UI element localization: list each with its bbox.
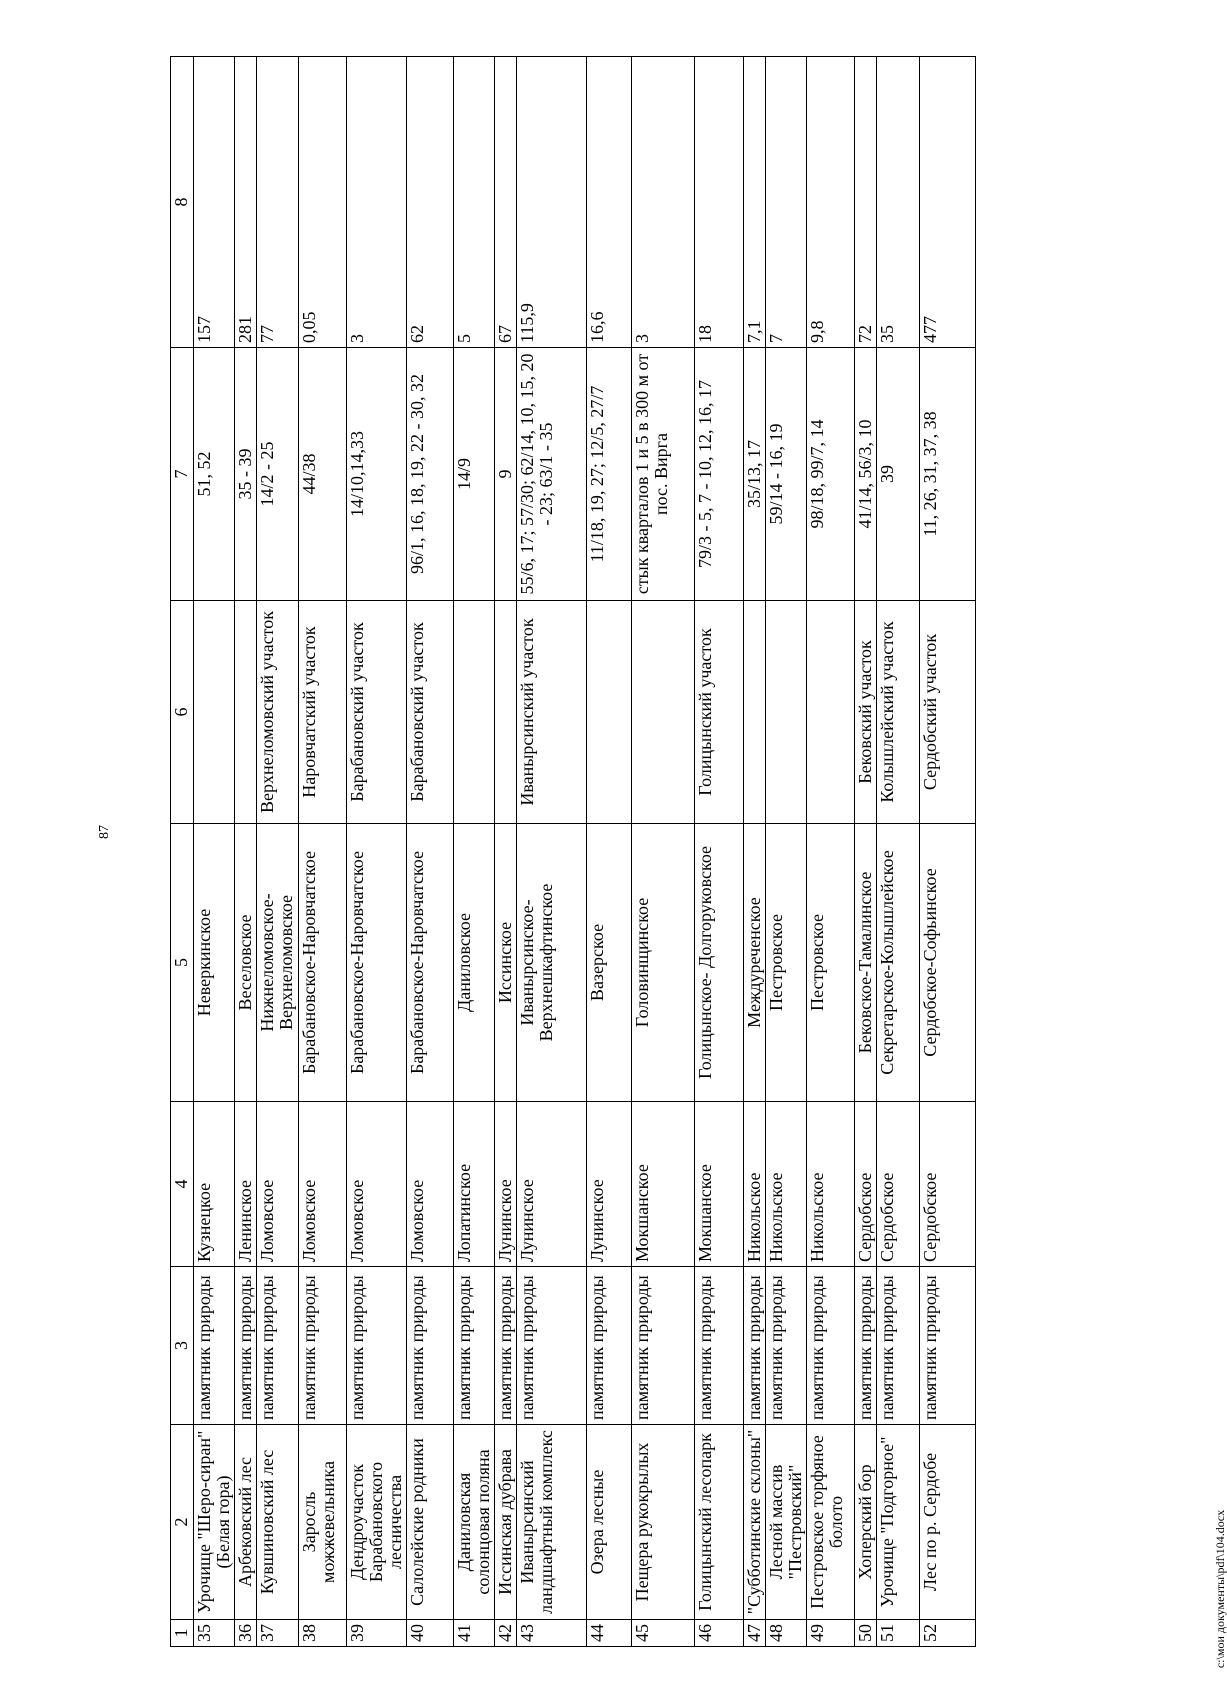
object-type: памятник природы xyxy=(766,1267,807,1425)
forest-quarters: 96/1, 16, 18, 19, 22 - 30, 32 xyxy=(407,348,454,601)
forestry-section xyxy=(744,601,766,824)
object-type: памятник природы xyxy=(235,1267,257,1425)
district-name: Ломовское xyxy=(299,1102,347,1267)
forestry-section xyxy=(807,601,855,824)
area-value: 77 xyxy=(257,57,299,348)
forest-quarters: 11, 26, 31, 37, 38 xyxy=(920,348,976,601)
forestry-section xyxy=(632,601,695,824)
area-value: 5 xyxy=(454,57,495,348)
forest-quarters: 11/18, 19, 27; 12/5, 27/7 xyxy=(587,348,632,601)
row-number: 46 xyxy=(695,1620,744,1647)
forestry-section: Сердобский участок xyxy=(920,601,976,824)
forestry-section: Голицынский участок xyxy=(695,601,744,824)
forest-quarters: 44/38 xyxy=(299,348,347,601)
row-number: 48 xyxy=(766,1620,807,1647)
column-header: 1 xyxy=(171,1620,194,1647)
table-row xyxy=(235,57,257,1647)
object-type: памятник природы xyxy=(877,1267,920,1425)
table-row xyxy=(744,57,766,1647)
object-name: Урочище "Подгорное" xyxy=(877,1425,920,1620)
forestry-section xyxy=(194,601,235,824)
row-number: 43 xyxy=(517,1620,587,1647)
object-name: Салолейские родники xyxy=(407,1425,454,1620)
forest-quarters: 35 - 39 xyxy=(235,348,257,601)
settlement-name: Бековское-Тамалинское xyxy=(855,824,877,1102)
forestry-section xyxy=(766,601,807,824)
column-header: 2 xyxy=(171,1425,194,1620)
district-name: Кузнецкое xyxy=(194,1102,235,1267)
rotated-table-area xyxy=(170,57,1070,1647)
row-number: 49 xyxy=(807,1620,855,1647)
row-number: 50 xyxy=(855,1620,877,1647)
object-type: памятник природы xyxy=(454,1267,495,1425)
table-row xyxy=(695,57,744,1647)
settlement-name: Вазерское xyxy=(587,824,632,1102)
area-value: 7 xyxy=(766,57,807,348)
table-row xyxy=(587,57,632,1647)
object-type: памятник природы xyxy=(587,1267,632,1425)
area-value: 72 xyxy=(855,57,877,348)
table-row xyxy=(407,57,454,1647)
area-value: 9,8 xyxy=(807,57,855,348)
settlement-name: Голицынское- Долгоруковское xyxy=(695,824,744,1102)
object-name: Пещера рукокрылых xyxy=(632,1425,695,1620)
row-number: 42 xyxy=(495,1620,517,1647)
settlement-name: Даниловское xyxy=(454,824,495,1102)
object-type: памятник природы xyxy=(194,1267,235,1425)
forestry-section xyxy=(587,601,632,824)
forestry-section: Барабановский участок xyxy=(347,601,407,824)
forest-quarters: 9 xyxy=(495,348,517,601)
object-type: памятник природы xyxy=(855,1267,877,1425)
district-name: Сердобское xyxy=(920,1102,976,1267)
object-name: Хоперский бор xyxy=(855,1425,877,1620)
row-number: 52 xyxy=(920,1620,976,1647)
district-name: Мокшанское xyxy=(632,1102,695,1267)
object-name: Иссинская дубрава xyxy=(495,1425,517,1620)
table-row xyxy=(454,57,495,1647)
district-name: Никольское xyxy=(807,1102,855,1267)
table-row xyxy=(517,57,587,1647)
district-name: Ломовское xyxy=(257,1102,299,1267)
forestry-section: Верхнеломовский участок xyxy=(257,601,299,824)
forestry-section: Наровчатский участок xyxy=(299,601,347,824)
table-row xyxy=(257,57,299,1647)
area-value: 115,9 xyxy=(517,57,587,348)
object-type: памятник природы xyxy=(257,1267,299,1425)
footer-file-path: c:\мои документы\pdf\104.docx xyxy=(1213,1509,1227,1669)
forestry-section: Иванырсинский участок xyxy=(517,601,587,824)
row-number: 37 xyxy=(257,1620,299,1647)
forest-quarters: 41/14, 56/3, 10 xyxy=(855,348,877,601)
area-value: 157 xyxy=(194,57,235,348)
object-name: Урочище "Шеро-сиран" (Белая гора) xyxy=(194,1425,235,1620)
nature-monuments-table xyxy=(170,56,976,1647)
row-number: 40 xyxy=(407,1620,454,1647)
area-value: 67 xyxy=(495,57,517,348)
object-name: Лесной массив "Пестровский" xyxy=(766,1425,807,1620)
forestry-section: Бековский участок xyxy=(855,601,877,824)
forest-quarters: 51, 52 xyxy=(194,348,235,601)
district-name: Лунинское xyxy=(495,1102,517,1267)
table-row xyxy=(632,57,695,1647)
object-name: Кувшиновский лес xyxy=(257,1425,299,1620)
column-header: 5 xyxy=(171,824,194,1102)
forest-quarters: 39 xyxy=(877,348,920,601)
object-name: Даниловская солонцовая поляна xyxy=(454,1425,495,1620)
forestry-section: Колышлейский участок xyxy=(877,601,920,824)
settlement-name: Иванырсинское- Верхнешкафтинское xyxy=(517,824,587,1102)
table-row xyxy=(194,57,235,1647)
settlement-name: Пестровское xyxy=(807,824,855,1102)
settlement-name: Барабановское-Наровчатское xyxy=(407,824,454,1102)
table-row xyxy=(920,57,976,1647)
forestry-section xyxy=(454,601,495,824)
table-row xyxy=(299,57,347,1647)
area-value: 7,1 xyxy=(744,57,766,348)
table-row xyxy=(766,57,807,1647)
table-row xyxy=(807,57,855,1647)
object-name: Заросль можжевельника xyxy=(299,1425,347,1620)
forest-quarters: 14/9 xyxy=(454,348,495,601)
forest-quarters: 59/14 - 16, 19 xyxy=(766,348,807,601)
settlement-name: Головинщинское xyxy=(632,824,695,1102)
settlement-name: Веселовское xyxy=(235,824,257,1102)
forest-quarters: 79/3 - 5, 7 - 10, 12, 16, 17 xyxy=(695,348,744,601)
object-type: памятник природы xyxy=(347,1267,407,1425)
forest-quarters: стык кварталов 1 и 5 в 300 м от пос. Вирга xyxy=(632,348,695,601)
object-type: памятник природы xyxy=(407,1267,454,1425)
district-name: Лунинское xyxy=(517,1102,587,1267)
area-value: 0,05 xyxy=(299,57,347,348)
table-row xyxy=(877,57,920,1647)
object-type: памятник природы xyxy=(632,1267,695,1425)
settlement-name: Междуреченское xyxy=(744,824,766,1102)
object-name: Дендроучасток Барабановского лесничества xyxy=(347,1425,407,1620)
area-value: 18 xyxy=(695,57,744,348)
object-name: "Субботинские склоны" xyxy=(744,1425,766,1620)
forest-quarters: 14/2 - 25 xyxy=(257,348,299,601)
object-name: Арбековский лес xyxy=(235,1425,257,1620)
object-type: памятник природы xyxy=(807,1267,855,1425)
row-number: 45 xyxy=(632,1620,695,1647)
row-number: 41 xyxy=(454,1620,495,1647)
settlement-name: Секретарское-Колышлейское xyxy=(877,824,920,1102)
row-number: 36 xyxy=(235,1620,257,1647)
row-number: 39 xyxy=(347,1620,407,1647)
area-value: 3 xyxy=(632,57,695,348)
settlement-name: Барабановское-Наровчатское xyxy=(299,824,347,1102)
object-name: Голицынский лесопарк xyxy=(695,1425,744,1620)
table-row xyxy=(495,57,517,1647)
settlement-name: Иссинское xyxy=(495,824,517,1102)
row-number: 44 xyxy=(587,1620,632,1647)
district-name: Сердобское xyxy=(877,1102,920,1267)
settlement-name: Пестровское xyxy=(766,824,807,1102)
object-type: памятник природы xyxy=(517,1267,587,1425)
forestry-section xyxy=(235,601,257,824)
page-number: 87 xyxy=(97,825,112,839)
forest-quarters: 14/10,14,33 xyxy=(347,348,407,601)
object-name: Иванырсинский ландшафтный комплекс xyxy=(517,1425,587,1620)
row-number: 47 xyxy=(744,1620,766,1647)
district-name: Лунинское xyxy=(587,1102,632,1267)
forestry-section: Барабановский участок xyxy=(407,601,454,824)
row-number: 51 xyxy=(877,1620,920,1647)
object-type: памятник природы xyxy=(495,1267,517,1425)
column-header: 6 xyxy=(171,601,194,824)
object-name: Озера лесные xyxy=(587,1425,632,1620)
forest-quarters: 35/13, 17 xyxy=(744,348,766,601)
table-row xyxy=(347,57,407,1647)
column-header: 7 xyxy=(171,348,194,601)
object-name: Лес по р. Сердобе xyxy=(920,1425,976,1620)
area-value: 35 xyxy=(877,57,920,348)
area-value: 281 xyxy=(235,57,257,348)
district-name: Мокшанское xyxy=(695,1102,744,1267)
area-value: 477 xyxy=(920,57,976,348)
forestry-section xyxy=(495,601,517,824)
area-value: 3 xyxy=(347,57,407,348)
district-name: Никольское xyxy=(744,1102,766,1267)
settlement-name: Барабановское-Наровчатское xyxy=(347,824,407,1102)
settlement-name: Нижнеломовское- Верхнеломовское xyxy=(257,824,299,1102)
object-name: Пестровское торфяное болото xyxy=(807,1425,855,1620)
object-type: памятник природы xyxy=(695,1267,744,1425)
district-name: Никольское xyxy=(766,1102,807,1267)
column-header: 8 xyxy=(171,57,194,348)
column-header: 4 xyxy=(171,1102,194,1267)
column-header: 3 xyxy=(171,1267,194,1425)
district-name: Ломовское xyxy=(407,1102,454,1267)
settlement-name: Сердобское-Софьинское xyxy=(920,824,976,1102)
object-type: памятник природы xyxy=(744,1267,766,1425)
forest-quarters: 55/6, 17; 57/30; 62/14, 10, 15, 20 - 23; 63/1 - 35 xyxy=(517,348,587,601)
district-name: Ломовское xyxy=(347,1102,407,1267)
district-name: Сердобское xyxy=(855,1102,877,1267)
row-number: 38 xyxy=(299,1620,347,1647)
area-value: 62 xyxy=(407,57,454,348)
object-type: памятник природы xyxy=(299,1267,347,1425)
district-name: Ленинское xyxy=(235,1102,257,1267)
row-number: 35 xyxy=(194,1620,235,1647)
settlement-name: Неверкинское xyxy=(194,824,235,1102)
forest-quarters: 98/18, 99/7, 14 xyxy=(807,348,855,601)
district-name: Лопатинское xyxy=(454,1102,495,1267)
area-value: 16,6 xyxy=(587,57,632,348)
table-row xyxy=(855,57,877,1647)
header-row xyxy=(171,57,194,1647)
object-type: памятник природы xyxy=(920,1267,976,1425)
